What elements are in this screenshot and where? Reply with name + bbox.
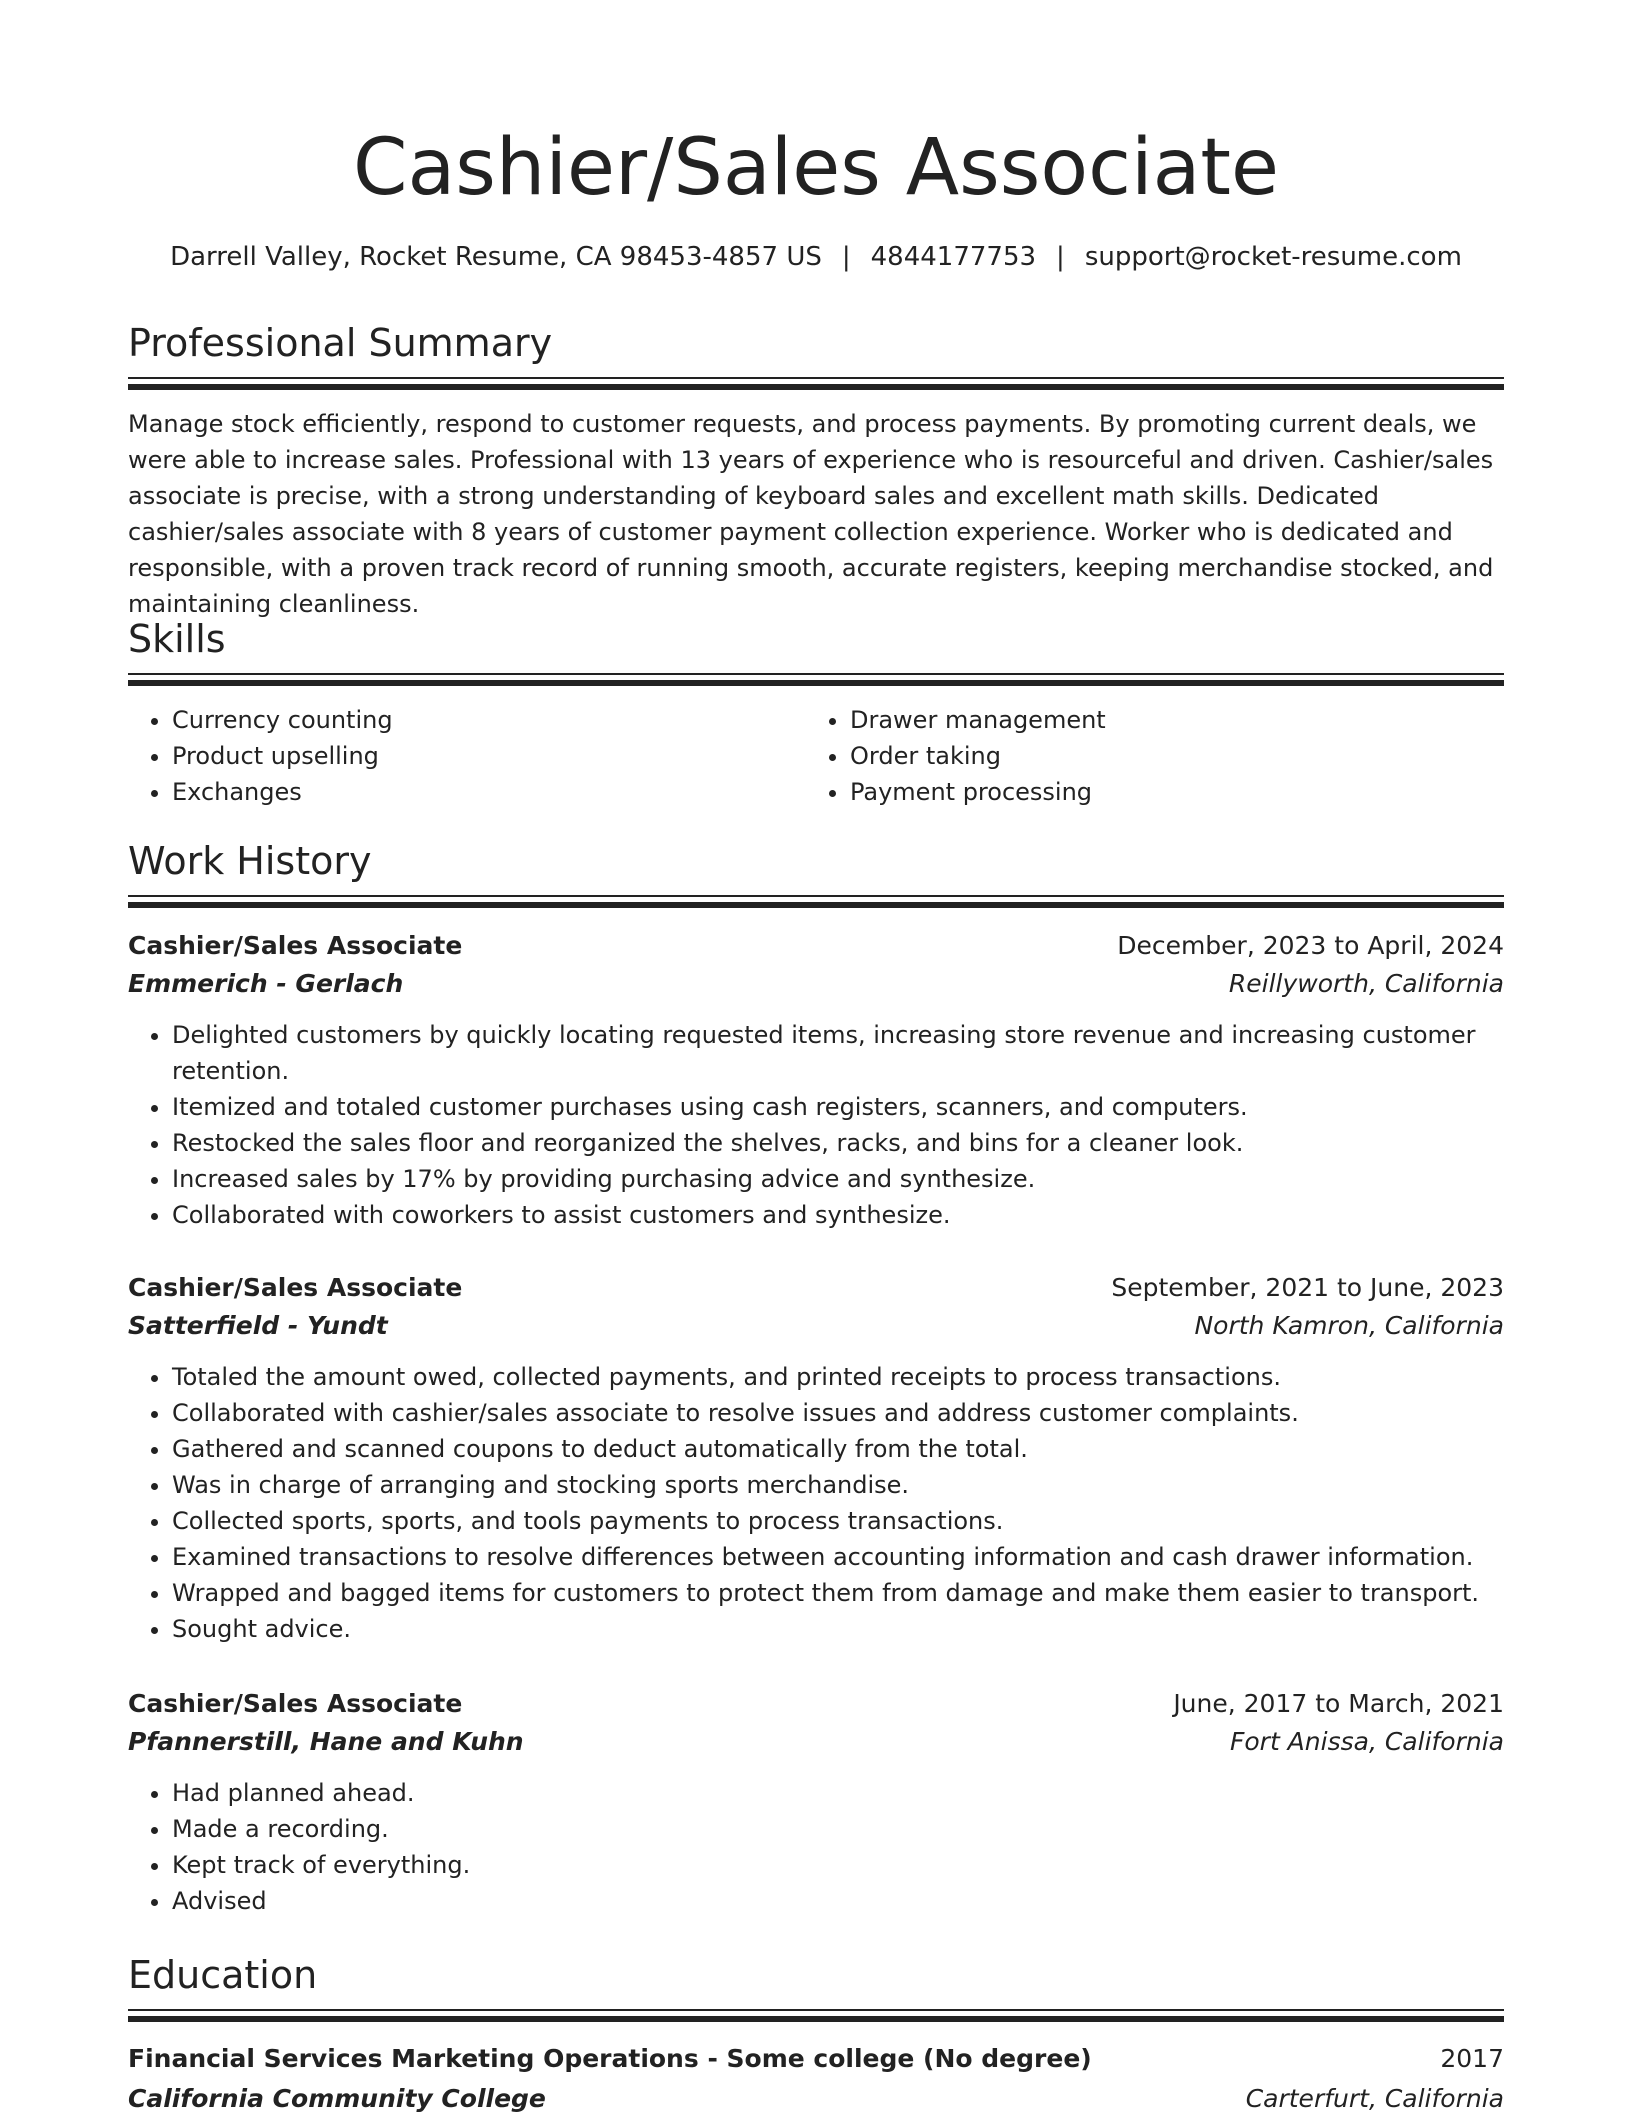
job-entry (128, 927, 1504, 1233)
job-bullet: • Gathered and scanned coupons to deduct automatically from the total. (172, 1431, 1504, 1467)
contact-separator: | (841, 242, 851, 272)
job-bullets (128, 1775, 1504, 1919)
job-dates: June, 2017 to March, 2021 (1173, 1689, 1504, 1718)
contact-separator: | (1056, 242, 1065, 272)
job-company: Emmerich - Gerlach (128, 969, 404, 998)
skill-item: • Currency counting (172, 702, 808, 738)
job-bullets (128, 1017, 1504, 1233)
skills-column-left (128, 702, 808, 810)
section-heading-education: Education (128, 1953, 318, 1997)
job-bullet: • Examined transactions to resolve differences between accounting information and cash drawer information. (172, 1539, 1504, 1575)
skill-item: • Product upselling (172, 738, 808, 774)
job-dates: September, 2021 to June, 2023 (1111, 1273, 1504, 1302)
job-title: Cashier/Sales Associate (128, 931, 463, 960)
job-location: North Kamron, California (1194, 1311, 1504, 1340)
education-school: California Community College (128, 2084, 546, 2113)
education-degree: Financial Services Marketing Operations - Some college (No degree) (128, 2044, 1092, 2073)
job-bullet: • Had planned ahead. (172, 1775, 1504, 1811)
education-year: 2017 (1440, 2044, 1504, 2073)
skill-item: • Drawer management (850, 702, 1486, 738)
job-bullet: • Collaborated with cashier/sales associate to resolve issues and address customer complaints. (172, 1395, 1504, 1431)
skill-item: • Order taking (850, 738, 1486, 774)
job-company: Pfannerstill, Hane and Kuhn (128, 1727, 524, 1756)
phone: 4844177753 (870, 242, 1037, 272)
section-divider (128, 895, 1504, 908)
job-bullet: • Delighted customers by quickly locating requested items, increasing store revenue and increasing customer retention. (172, 1017, 1504, 1089)
skill-item: • Exchanges (172, 774, 808, 810)
job-bullet: • Itemized and totaled customer purchases using cash registers, scanners, and computers. (172, 1089, 1504, 1125)
job-bullet: • Advised (172, 1883, 1504, 1919)
section-divider (128, 673, 1504, 686)
job-company: Satterfield - Yundt (128, 1311, 388, 1340)
education-entry (128, 2040, 1504, 2120)
job-bullet: • Was in charge of arranging and stocking sports merchandise. (172, 1467, 1504, 1503)
section-divider (128, 2009, 1504, 2022)
job-location: Reillyworth, California (1228, 969, 1504, 998)
job-bullet: • Collected sports, sports, and tools payments to process transactions. (172, 1503, 1504, 1539)
job-bullets (128, 1359, 1504, 1647)
education-location: Carterfurt, California (1245, 2084, 1504, 2113)
job-bullet: • Totaled the amount owed, collected payments, and printed receipts to process transactions. (172, 1359, 1504, 1395)
job-title: Cashier/Sales Associate (128, 1273, 463, 1302)
job-bullet: • Increased sales by 17% by providing purchasing advice and synthesize. (172, 1161, 1504, 1197)
contact-line (128, 240, 1504, 274)
skills-column-right (806, 702, 1486, 810)
job-entry (128, 1685, 1504, 1919)
section-heading-skills: Skills (128, 617, 226, 661)
skill-item: • Payment processing (850, 774, 1486, 810)
section-divider (128, 377, 1504, 390)
job-entry (128, 1269, 1504, 1647)
job-bullet: • Restocked the sales floor and reorganized the shelves, racks, and bins for a cleaner look. (172, 1125, 1504, 1161)
job-bullet: • Collaborated with coworkers to assist customers and synthesize. (172, 1197, 1504, 1233)
email: support@rocket-resume.com (1084, 242, 1462, 272)
address: Darrell Valley, Rocket Resume, CA 98453-4857 US (170, 242, 822, 272)
section-heading-summary: Professional Summary (128, 321, 553, 365)
job-location: Fort Anissa, California (1229, 1727, 1504, 1756)
job-title: Cashier/Sales Associate (128, 1689, 463, 1718)
job-bullet: • Sought advice. (172, 1611, 1504, 1647)
job-dates: December, 2023 to April, 2024 (1117, 931, 1504, 960)
job-bullet: • Kept track of everything. (172, 1847, 1504, 1883)
summary-text: Manage stock efficiently, respond to customer requests, and process payments. By promoting current deals, we were able to increase sales. Professional with 13 years of experience who is resourceful and driven. Cashier/sales associate is precise, with a strong understanding of keyboard sales and excellent math skills. Dedicated cashier/sales associate with 8 years of customer payment collection experience. Worker who is dedicated and responsible, with a proven track record of running smooth, accurate registers, keeping merchandise stocked, and maintaining cleanliness. (128, 410, 1494, 618)
job-bullet: • Wrapped and bagged items for customers to protect them from damage and make them easier to transport. (172, 1575, 1504, 1611)
resume-title: Cashier/Sales Associate (352, 123, 1280, 213)
section-heading-work-history: Work History (128, 839, 372, 883)
job-bullet: • Made a recording. (172, 1811, 1504, 1847)
